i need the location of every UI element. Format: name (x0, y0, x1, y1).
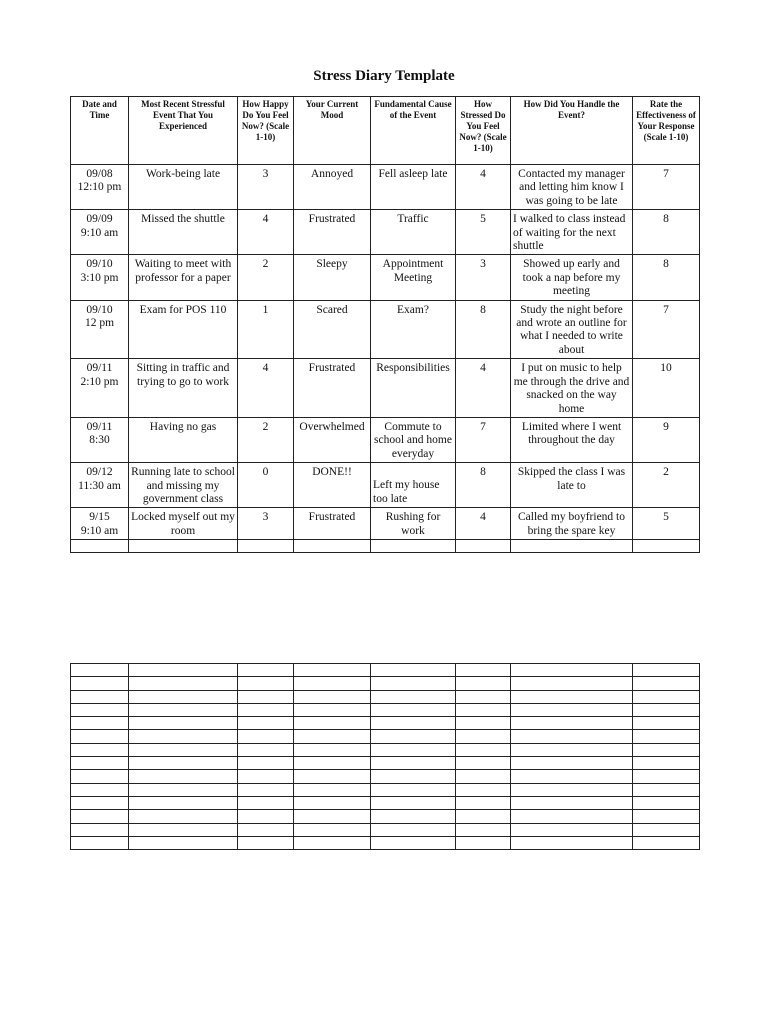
cause-cell: Exam? (371, 300, 456, 359)
cause-cell: Traffic (371, 210, 456, 255)
blank-cell (238, 810, 294, 823)
blank-cell (294, 770, 371, 783)
header-rate: Rate the Effectiveness of Your Response (Scale 1-10) (633, 97, 700, 165)
blank-cell (371, 796, 456, 809)
table-row (71, 300, 700, 359)
header-event: Most Recent Stressful Event That You Experienced (129, 97, 238, 165)
cause-text: Left my house too late (373, 479, 440, 505)
blank-cell (456, 664, 511, 677)
blank-cell (294, 836, 371, 849)
blank-cell (238, 677, 294, 690)
blank-cell (294, 743, 371, 756)
blank-cell (633, 823, 700, 836)
blank-cell (511, 743, 633, 756)
blank-cell (371, 810, 456, 823)
handle-cell: Study the night before and wrote an outline for what I needed to write about (511, 300, 633, 359)
blank-row (71, 717, 700, 730)
header-stressed: How Stressed Do You Feel Now? (Scale 1-10) (456, 97, 511, 165)
blank-cell (294, 823, 371, 836)
date: 09/10 (86, 258, 113, 271)
cause-cell: Rushing for work (371, 508, 456, 540)
blank-row (71, 783, 700, 796)
mood-cell: Frustrated (294, 359, 371, 418)
blank-cell (633, 703, 700, 716)
document-title: Stress Diary Template (313, 68, 455, 84)
mood-cell: Frustrated (294, 210, 371, 255)
table-row (71, 210, 700, 255)
date-time-cell (71, 417, 129, 462)
empty-cell (511, 540, 633, 553)
blank-cell (371, 757, 456, 770)
rate-cell: 7 (633, 300, 700, 359)
blank-row (71, 730, 700, 743)
handle-cell: Contacted my manager and letting him know I was going to be late (511, 165, 633, 210)
handle-cell: I walked to class instead of waiting for the next shuttle (511, 210, 633, 255)
blank-cell (456, 703, 511, 716)
blank-cell (456, 743, 511, 756)
handle-cell: Limited where I went throughout the day (511, 417, 633, 462)
blank-cell (633, 717, 700, 730)
blank-cell (129, 810, 238, 823)
blank-row (71, 810, 700, 823)
blank-cell (511, 810, 633, 823)
header-happy: How Happy Do You Feel Now? (Scale 1-10) (238, 97, 294, 165)
stress-diary-table (70, 96, 700, 553)
rate-cell: 5 (633, 508, 700, 540)
blank-cell (238, 836, 294, 849)
blank-row (71, 743, 700, 756)
date-time-cell (71, 508, 129, 540)
blank-cell (238, 757, 294, 770)
blank-cell (129, 717, 238, 730)
mood-cell: Sleepy (294, 255, 371, 300)
blank-table-body (71, 664, 700, 850)
blank-cell (71, 717, 129, 730)
event-cell: Exam for POS 110 (129, 300, 238, 359)
blank-cell (511, 836, 633, 849)
blank-cell (633, 836, 700, 849)
blank-cell (633, 664, 700, 677)
blank-cell (71, 690, 129, 703)
blank-cell (238, 783, 294, 796)
blank-cell (294, 730, 371, 743)
event-cell: Missed the shuttle (129, 210, 238, 255)
blank-cell (371, 770, 456, 783)
blank-cell (294, 757, 371, 770)
stressed-cell: 5 (456, 210, 511, 255)
rate-cell: 9 (633, 417, 700, 462)
blank-cell (456, 730, 511, 743)
happy-cell: 3 (238, 165, 294, 210)
blank-cell (511, 796, 633, 809)
blank-cell (71, 810, 129, 823)
blank-cell (511, 703, 633, 716)
happy-cell: 4 (238, 359, 294, 418)
cause-cell: Fell asleep late (371, 165, 456, 210)
blank-cell (129, 743, 238, 756)
blank-row (71, 796, 700, 809)
empty-cell (238, 540, 294, 553)
blank-cell (129, 730, 238, 743)
date: 09/10 (86, 303, 113, 316)
blank-row (71, 677, 700, 690)
blank-cell (511, 757, 633, 770)
blank-cell (129, 823, 238, 836)
blank-cell (371, 677, 456, 690)
blank-cell (71, 743, 129, 756)
blank-cell (456, 770, 511, 783)
date: 09/12 (86, 466, 113, 479)
blank-cell (456, 757, 511, 770)
blank-cell (371, 664, 456, 677)
happy-cell: 2 (238, 255, 294, 300)
blank-cell (71, 677, 129, 690)
rate-cell: 10 (633, 359, 700, 418)
event-cell: Running late to school and missing my government class (129, 463, 238, 508)
blank-cell (511, 783, 633, 796)
blank-cell (511, 677, 633, 690)
blank-cell (456, 717, 511, 730)
blank-cell (371, 783, 456, 796)
stressed-cell: 4 (456, 359, 511, 418)
blank-cell (238, 703, 294, 716)
blank-cell (71, 796, 129, 809)
blank-cell (511, 717, 633, 730)
event-cell: Having no gas (129, 417, 238, 462)
mood-cell: Frustrated (294, 508, 371, 540)
mood-cell: Annoyed (294, 165, 371, 210)
event-cell: Locked myself out my room (129, 508, 238, 540)
date-time-cell (71, 210, 129, 255)
time: 11:30 am (78, 479, 121, 492)
time: 2:10 pm (80, 375, 119, 388)
blank-cell (371, 823, 456, 836)
blank-cell (456, 796, 511, 809)
blank-cell (71, 836, 129, 849)
rate-cell: 2 (633, 463, 700, 508)
blank-cell (633, 757, 700, 770)
blank-cell (129, 757, 238, 770)
blank-cell (456, 823, 511, 836)
happy-cell: 4 (238, 210, 294, 255)
blank-diary-table (70, 663, 700, 850)
mood-cell: DONE!! (294, 463, 371, 508)
stressed-cell: 8 (456, 300, 511, 359)
blank-cell (371, 836, 456, 849)
blank-cell (238, 717, 294, 730)
blank-cell (71, 730, 129, 743)
blank-cell (129, 770, 238, 783)
blank-cell (238, 770, 294, 783)
blank-row (71, 664, 700, 677)
mood-cell: Overwhelmed (294, 417, 371, 462)
handle-cell: Skipped the class I was late to (511, 463, 633, 508)
blank-cell (633, 770, 700, 783)
event-cell: Sitting in traffic and trying to go to work (129, 359, 238, 418)
time: 12:10 pm (77, 181, 122, 194)
rate-cell: 8 (633, 255, 700, 300)
blank-cell (294, 717, 371, 730)
blank-cell (129, 836, 238, 849)
blank-cell (294, 783, 371, 796)
date: 09/11 (86, 420, 113, 433)
stressed-cell: 4 (456, 165, 511, 210)
blank-cell (294, 664, 371, 677)
blank-cell (456, 783, 511, 796)
event-cell: Work-being late (129, 165, 238, 210)
happy-cell: 1 (238, 300, 294, 359)
blank-cell (456, 690, 511, 703)
time: 8:30 (89, 434, 110, 447)
blank-cell (71, 823, 129, 836)
blank-row (71, 690, 700, 703)
blank-row (71, 757, 700, 770)
empty-cell (456, 540, 511, 553)
blank-cell (511, 823, 633, 836)
empty-row (71, 540, 700, 553)
blank-cell (633, 730, 700, 743)
happy-cell: 3 (238, 508, 294, 540)
blank-row (71, 836, 700, 849)
date: 09/09 (86, 213, 113, 226)
blank-cell (129, 783, 238, 796)
blank-cell (371, 703, 456, 716)
blank-cell (371, 730, 456, 743)
blank-cell (71, 664, 129, 677)
blank-cell (294, 703, 371, 716)
blank-cell (511, 690, 633, 703)
mood-cell: Scared (294, 300, 371, 359)
blank-cell (294, 690, 371, 703)
table-row (71, 255, 700, 300)
happy-cell: 2 (238, 417, 294, 462)
blank-cell (633, 743, 700, 756)
blank-cell (511, 770, 633, 783)
blank-cell (511, 730, 633, 743)
header-mood: Your Current Mood (294, 97, 371, 165)
cause-cell: Commute to school and home everyday (371, 417, 456, 462)
handle-cell: Called my boyfriend to bring the spare key (511, 508, 633, 540)
time: 9:10 am (80, 226, 119, 239)
stressed-cell: 3 (456, 255, 511, 300)
happy-cell: 0 (238, 463, 294, 508)
blank-row (71, 770, 700, 783)
date-time-cell (71, 359, 129, 418)
table-row (71, 508, 700, 540)
blank-cell (129, 690, 238, 703)
date-time-cell (71, 463, 129, 508)
blank-cell (129, 703, 238, 716)
blank-row (71, 703, 700, 716)
table-row (71, 359, 700, 418)
header-date-time: Date and Time (71, 97, 129, 165)
blank-cell (371, 717, 456, 730)
header-handle: How Did You Handle the Event? (511, 97, 633, 165)
empty-cell (633, 540, 700, 553)
empty-cell (294, 540, 371, 553)
table-row (71, 417, 700, 462)
date: 09/08 (86, 168, 113, 180)
blank-cell (456, 810, 511, 823)
blank-cell (456, 677, 511, 690)
blank-cell (633, 690, 700, 703)
blank-cell (71, 770, 129, 783)
time: 12 pm (84, 317, 115, 330)
blank-cell (129, 677, 238, 690)
blank-cell (129, 664, 238, 677)
blank-cell (238, 730, 294, 743)
time: 3:10 pm (80, 271, 119, 284)
blank-cell (238, 823, 294, 836)
blank-cell (238, 743, 294, 756)
empty-cell (71, 540, 129, 553)
blank-cell (71, 757, 129, 770)
stressed-cell: 4 (456, 508, 511, 540)
rate-cell: 8 (633, 210, 700, 255)
blank-cell (238, 664, 294, 677)
cause-cell: Responsibilities (371, 359, 456, 418)
empty-cell (129, 540, 238, 553)
blank-cell (238, 690, 294, 703)
event-cell: Waiting to meet with professor for a paper (129, 255, 238, 300)
blank-cell (294, 810, 371, 823)
blank-row (71, 823, 700, 836)
empty-cell (371, 540, 456, 553)
stressed-cell: 7 (456, 417, 511, 462)
blank-cell (633, 677, 700, 690)
blank-cell (633, 810, 700, 823)
table-row (71, 463, 700, 508)
blank-cell (371, 743, 456, 756)
blank-cell (238, 796, 294, 809)
blank-cell (371, 690, 456, 703)
blank-cell (633, 796, 700, 809)
cause-cell: Appointment Meeting (371, 255, 456, 300)
date-time-cell (71, 165, 129, 210)
blank-cell (294, 796, 371, 809)
date-time-cell (71, 300, 129, 359)
header-cause: Fundamental Cause of the Event (371, 97, 456, 165)
date: 09/11 (86, 362, 113, 375)
table-row (71, 165, 700, 210)
blank-cell (456, 836, 511, 849)
rate-cell: 7 (633, 165, 700, 210)
cause-cell (371, 463, 456, 508)
blank-cell (633, 783, 700, 796)
handle-cell: Showed up early and took a nap before my meeting (511, 255, 633, 300)
header-row (71, 97, 700, 165)
stressed-cell: 8 (456, 463, 511, 508)
time: 9:10 am (80, 524, 119, 537)
blank-cell (71, 703, 129, 716)
blank-cell (294, 677, 371, 690)
date: 9/15 (89, 511, 110, 524)
blank-cell (129, 796, 238, 809)
blank-cell (511, 664, 633, 677)
handle-cell: I put on music to help me through the drive and snacked on the way home (511, 359, 633, 418)
blank-cell (71, 783, 129, 796)
date-time-cell (71, 255, 129, 300)
